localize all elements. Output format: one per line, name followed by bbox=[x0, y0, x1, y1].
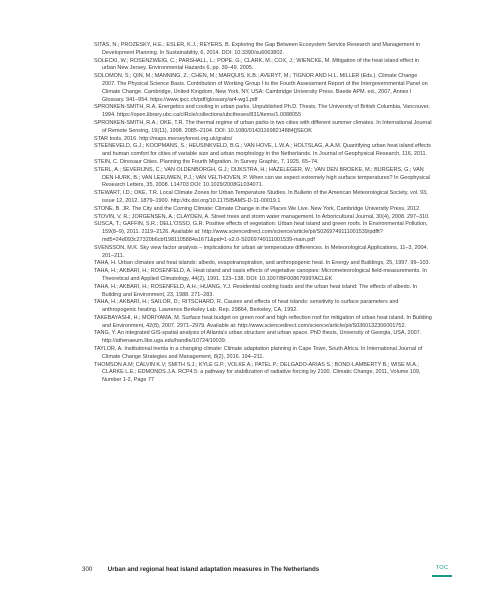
reference-entry: TAHA, H.; AKBARI, H.; SAILOR, D.; RITSCHARD, R. Causes and effects of heat islands: sensitivity to surface parameters and anthropogenic heating. Lawrence Berkeley Lab. Rep. 29864, Berkeley, CA, 1992. bbox=[94, 299, 399, 314]
reference-entry: STEIN, C. Dinosaur Cities. Planning the Fourth Migration. In Survey Graphic, 7, 1925. 65–74. bbox=[94, 158, 319, 165]
reference-entry: TAYLOR, A. Institutional inertia in a changing climate: Climate adaptation planning in Cape Town, South Africa. In International Journal of Climate Change Strategies and Management, 8(2), 2016. 194–211. bbox=[94, 346, 423, 360]
toc-underline bbox=[432, 575, 452, 577]
reference-entry: SVENSSON, M.K. Sky view factor analysis – implications for urban air temperature differences. In Meteorological Applications, 11–3, 2004. 201–211. bbox=[94, 244, 429, 259]
reference-entry: SPRONKEN-SMITH, R.A. Energetics and cooling in urban parks. Unpublished Ph.D. Thesis, The University of British Columbia, Vancouver, 1994. https://open.library.ubc.ca/cIRcle/collections/ubctheses/831/items/1.0088055 bbox=[94, 104, 430, 119]
reference-entry: SUSCA, T.; GAFFIN, S.R.; DELL'OSSO, G.R. Positive effects of vegetation: Urban heat island and green roofs. In Environmental Pollution, 159(8–9), 2011. 2119–2126. Available at: http://www.sciencedirect.com/science/article/pii/S0269749111001539/pdfft?md5=24d093c27320b6cbf1981105884a1671&pid=1-s2.0-S0269749111001539-main.pdf bbox=[94, 221, 428, 243]
reference-entry: STAR tools, 2016. http://maps.merseyforest.org.uk/grabs/ bbox=[94, 135, 233, 142]
reference-entry: TANG, Y. An integrated GIS-spatial analysis of Atlanta's urban structure and urban space. PhD thesis, University of Georgia, USA, 2007. http://athenaeum.libs.uga.edu/handle/10724/10039. bbox=[94, 330, 422, 345]
toc-link[interactable]: TOC bbox=[435, 565, 449, 571]
reference-entry: STEWART, I.D.; OKE, T.R. Local Climate Zones for Urban Temperature Studies. In Bulletin of the American Meteorological Society, vol. 93, issue 12, 2012. 1879–1900. http://dx.doi.org/10.1175/BAMS-D-11-00019.1 bbox=[94, 190, 428, 204]
reference-entry: THOMSON A.M; CALVIN K.V; SMITH S.J.; KYLE G.P.; VOLKE A.; PATEL P.; DELGADO-ARIAS S.; BOND-LAMBERTY B.; WISE M.A.; CLARKE L.E.; EDMONDS J.A. RCP4.5: a pathway for stabilization of radiative forcing by 2100. Climatic Change, 2011, Volume 109, Number 1-2, Page 77 bbox=[94, 361, 421, 384]
reference-entry: TAHA, H. Urban climates and heat islands: albedo, evapotranspiration, and anthropogenic heat. In Energy and Buildings, 25, 1997. 99–103. bbox=[94, 260, 431, 267]
reference-entry: SITAS, N.; PROZESKY, H.E.; ESLER, K.J.; REYERS, B. Exploring the Gap Between Ecosystem Service Research and Management in Development Planning. In Sustainability, 6, 2014. DOI: 10.3390/su6063802. bbox=[94, 42, 420, 56]
reference-list bbox=[94, 42, 432, 385]
running-title: Urban and regional heat island adaptation measures in The Netherlands bbox=[107, 566, 320, 573]
reference-entry: STEENEVELD, G.J.; KOOPMANS, S.; HEUSINKVELD, B.G.; VAN HOVE, L.W.A.; HOLTSLAG, A.A.M. Quantifying urban heat island effects and human comfort for cities of variable size and urban morphology in the Netherlands. In Journal of Geophysical Research, 116, 2011. bbox=[94, 143, 431, 158]
reference-entry: TAHA, H.; AKBARI, H.; ROSENFELD, A.H.; HUANG, Y.J. Residential cooling loads and the urban heat island: The effects of albedo. In Building and Environment, 23, 1988. 271–283. bbox=[94, 283, 418, 298]
reference-entry: STOVIN, V. R.; JORGENSEN, A.; CLAYDEN, A. Street trees and storm water management. In Arboricultural Journal, 30(4), 2008. 297–310. bbox=[94, 213, 430, 220]
reference-entry: SPRONKEN-SMITH, R.A.; OKE, T.R. The thermal regime of urban parks in two cities with different summer climates. In International Journal of Remote Sensing, 19(11), 1998. 2085–2104. DOI: 10.1080/014311698214884[]SEOK bbox=[94, 119, 432, 134]
reference-entry: SOLOMON, S.; QIN, M.; MANNING, Z.; CHEN, M.; MARQUIS, K.B.; AVERYT, M.; TIGNOR AND H.L. MILLER (Eds.). Climate Change 2007. The Physical Science Basis. Contribution of Working Group I to the Fourth Assessment Report of the Intergovernmental Panel on Climate Change. Cambridge, United Kingdom, New York, NY, USA: Cambridge University Press. Baede APM. ed., 2007, Annex I Glossary. 941–954. https://www.ipcc.ch/pdf/glossary/ar4-wg1.pdf bbox=[94, 73, 428, 103]
reference-entry: TAKEBAYASHI, H.; MORIYAMA, M. Surface heat budget on green roof and high reflection roof for mitigation of urban heat island. In Building and Environment, 42(8), 2007. 2971–2979. Available at: http://www.sciencedirect.com/science/article/pii/S0360132306001752. bbox=[94, 314, 432, 329]
page-footer bbox=[82, 566, 319, 573]
reference-entry: TAHA, H.; AKBARI, H.; ROSENFELD, A. Heat island and oasis effects of vegetative canopies: Micrometeorological field-measurements. In Theoretical and Applied Climatology, 44(2), 1991. 123–138. DOI: 10.1007/BF00867999TACLEK bbox=[94, 268, 427, 282]
page-number: 300 bbox=[82, 566, 93, 573]
reference-entry: SOLECKI, W.; ROSENZWEIG, C.; PARSHALL, L.; POPE, G.; CLARK, M.; COX, J.; WIENCKE, M. Mitigation of the heat island effect in urban New Jersey. Environmental Hazards 6, pp. 39–49. 2005. bbox=[94, 57, 419, 72]
reference-entry: STERL, A.; SEVERIJNS, C.; VAN OLDENBORGH, G.J.; DIJKSTRA, H.; HAZELEGER, W.; VAN DEN BROEKE, M.; BURGERS, G.; VAN DEN HURK, B.; VAN LEEUWEN, P.J.; VAN VELTHOVEN, P. When can we expect extremely high surface temperatures? In Geophysical Research Letters, 35, 2008. L14703 DOI: 10.1029/2008GL034071. bbox=[94, 166, 430, 189]
reference-entry: STONE, B. JR. The City and the Coming Climate: Climate Change in the Places We Live. New York, Cambridge University Press, 2012. bbox=[94, 205, 421, 212]
